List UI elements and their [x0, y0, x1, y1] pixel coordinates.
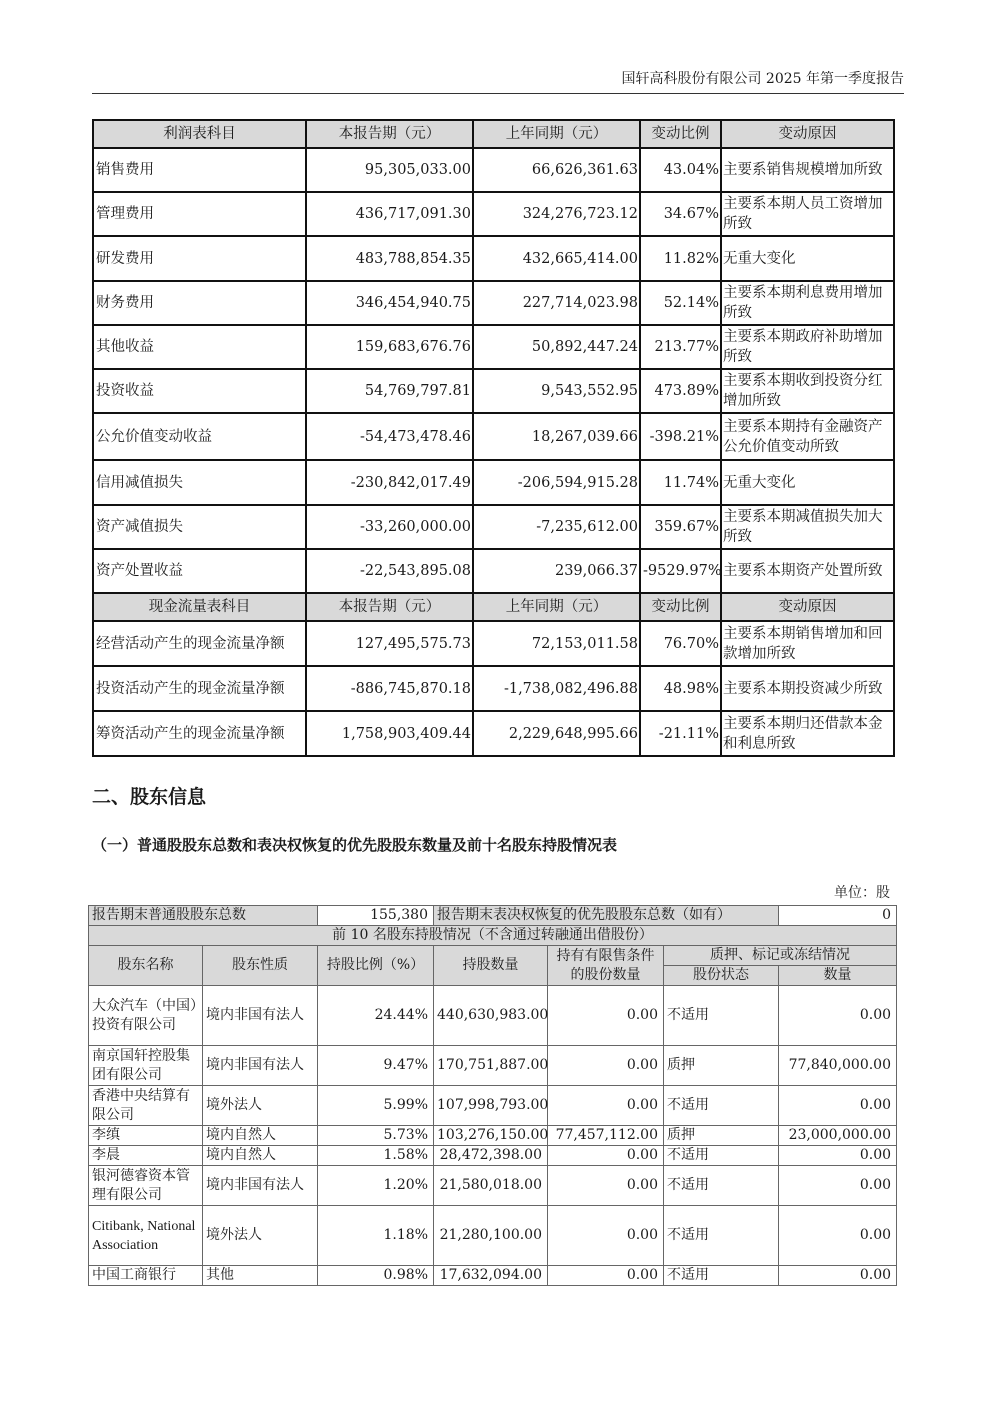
item-cell: 资产处置收益 [93, 549, 306, 593]
share-count: 21,280,100.00 [434, 1206, 548, 1266]
current-cell: -886,745,870.18 [306, 666, 473, 711]
change-cell: 76.70% [640, 621, 721, 666]
profit-row [93, 281, 894, 325]
prior-cell: 2,229,648,995.66 [473, 711, 640, 756]
current-cell: -230,842,017.49 [306, 460, 473, 505]
preferred-value: 0 [779, 906, 897, 926]
item-cell: 信用减值损失 [93, 460, 306, 505]
unit-label: 单位：股 [834, 885, 890, 901]
shareholding-ratio: 5.73% [318, 1126, 434, 1146]
profit-row [93, 148, 894, 192]
shareholder-nature: 境内自然人 [203, 1146, 318, 1166]
prior-cell: -7,235,612.00 [473, 505, 640, 549]
prior-cell: 227,714,023.98 [473, 281, 640, 325]
total-label: 报告期末普通股股东总数 [89, 906, 318, 926]
share-count: 107,998,793.00 [434, 1086, 548, 1126]
current-cell: 54,769,797.81 [306, 369, 473, 413]
shareholder-nature: 境内非国有法人 [203, 1046, 318, 1086]
restricted-shares: 0.00 [548, 1266, 664, 1286]
change-cell: 34.67% [640, 192, 721, 236]
item-cell: 资产减值损失 [93, 505, 306, 549]
profit-header-row [93, 120, 894, 148]
header-cell: 变动原因 [721, 593, 894, 621]
header-cell: 上年同期（元） [473, 120, 640, 148]
share-count: 440,630,983.00 [434, 986, 548, 1046]
current-cell: 95,305,033.00 [306, 148, 473, 192]
header-pledge-qty: 数量 [779, 966, 897, 986]
share-count: 17,632,094.00 [434, 1266, 548, 1286]
reason-cell: 无重大变化 [721, 236, 894, 281]
pledge-status: 质押 [664, 1046, 779, 1086]
header-cell: 变动比例 [640, 120, 721, 148]
change-cell: -21.11% [640, 711, 721, 756]
header-name: 股东名称 [89, 946, 203, 986]
pledge-status: 不适用 [664, 1206, 779, 1266]
change-cell: 359.67% [640, 505, 721, 549]
prior-cell: 432,665,414.00 [473, 236, 640, 281]
pledge-quantity: 0.00 [779, 1266, 897, 1286]
item-cell: 其他收益 [93, 325, 306, 369]
shareholder-name: 大众汽车（中国）投资有限公司 [89, 986, 203, 1046]
shareholder-row [89, 1126, 897, 1146]
item-cell: 销售费用 [93, 148, 306, 192]
header-restricted: 持有有限售条件的股份数量 [548, 946, 664, 986]
cashflow-row [93, 666, 894, 711]
shareholding-ratio: 0.98% [318, 1266, 434, 1286]
prior-cell: 50,892,447.24 [473, 325, 640, 369]
header-cell: 利润表科目 [93, 120, 306, 148]
item-cell: 经营活动产生的现金流量净额 [93, 621, 306, 666]
pledge-status: 不适用 [664, 1146, 779, 1166]
header-cell: 变动比例 [640, 593, 721, 621]
change-cell: 43.04% [640, 148, 721, 192]
share-count: 170,751,887.00 [434, 1046, 548, 1086]
header-cell: 现金流量表科目 [93, 593, 306, 621]
shareholder-row [89, 1086, 897, 1126]
cashflow-header-row [93, 593, 894, 621]
shareholder-row [89, 1146, 897, 1166]
restricted-shares: 0.00 [548, 1046, 664, 1086]
reason-cell: 主要系本期利息费用增加所致 [721, 281, 894, 325]
shareholder-nature: 境内非国有法人 [203, 986, 318, 1046]
section-title: 二、股东信息 [92, 786, 207, 808]
page-header: 国轩高科股份有限公司 2025 年第一季度报告 [92, 68, 904, 94]
restricted-shares: 77,457,112.00 [548, 1126, 664, 1146]
shareholder-nature: 境外法人 [203, 1206, 318, 1266]
prior-cell: 66,626,361.63 [473, 148, 640, 192]
pledge-status: 不适用 [664, 1166, 779, 1206]
change-cell: 52.14% [640, 281, 721, 325]
item-cell: 财务费用 [93, 281, 306, 325]
top10-caption: 前 10 名股东持股情况（不含通过转融通出借股份） [89, 926, 897, 946]
shareholding-ratio: 1.58% [318, 1146, 434, 1166]
reason-cell: 主要系本期持有金融资产公允价值变动所致 [721, 413, 894, 460]
total-row [89, 906, 897, 926]
shareholder-row [89, 1166, 897, 1206]
reason-cell: 主要系本期归还借款本金和利息所致 [721, 711, 894, 756]
header-shares: 持股数量 [434, 946, 548, 986]
shareholding-ratio: 1.20% [318, 1166, 434, 1206]
item-cell: 公允价值变动收益 [93, 413, 306, 460]
pledge-quantity: 0.00 [779, 1166, 897, 1206]
prior-cell: 239,066.37 [473, 549, 640, 593]
current-cell: 483,788,854.35 [306, 236, 473, 281]
total-value: 155,380 [318, 906, 434, 926]
pledge-status: 质押 [664, 1126, 779, 1146]
header-cell: 本报告期（元） [306, 593, 473, 621]
shareholder-row [89, 1046, 897, 1086]
pledge-status: 不适用 [664, 1086, 779, 1126]
header-pledge-status: 股份状态 [664, 966, 779, 986]
current-cell: -33,260,000.00 [306, 505, 473, 549]
share-count: 28,472,398.00 [434, 1146, 548, 1166]
change-cell: 11.74% [640, 460, 721, 505]
shareholder-row [89, 1266, 897, 1286]
prior-cell: -1,738,082,496.88 [473, 666, 640, 711]
item-cell: 投资收益 [93, 369, 306, 413]
current-cell: -22,543,895.08 [306, 549, 473, 593]
profit-row [93, 413, 894, 460]
pledge-quantity: 77,840,000.00 [779, 1046, 897, 1086]
reason-cell: 主要系本期销售增加和回款增加所致 [721, 621, 894, 666]
current-cell: 436,717,091.30 [306, 192, 473, 236]
change-cell: 48.98% [640, 666, 721, 711]
profit-row [93, 505, 894, 549]
current-cell: 127,495,575.73 [306, 621, 473, 666]
header-cell: 上年同期（元） [473, 593, 640, 621]
prior-cell: 9,543,552.95 [473, 369, 640, 413]
share-count: 103,276,150.00 [434, 1126, 548, 1146]
profit-row [93, 236, 894, 281]
pledge-quantity: 0.00 [779, 1146, 897, 1166]
pledge-status: 不适用 [664, 1266, 779, 1286]
item-cell: 投资活动产生的现金流量净额 [93, 666, 306, 711]
reason-cell: 主要系本期减值损失加大所致 [721, 505, 894, 549]
shareholder-nature: 境外法人 [203, 1086, 318, 1126]
shareholder-nature: 境内自然人 [203, 1126, 318, 1146]
change-cell: -9529.97% [640, 549, 721, 593]
reason-cell: 无重大变化 [721, 460, 894, 505]
shareholder-nature: 其他 [203, 1266, 318, 1286]
profit-row [93, 325, 894, 369]
change-cell: 11.82% [640, 236, 721, 281]
shareholder-name: Citibank, National Association [89, 1206, 203, 1266]
shareholder-name: 中国工商银行 [89, 1266, 203, 1286]
prior-cell: 18,267,039.66 [473, 413, 640, 460]
profit-row [93, 192, 894, 236]
current-cell: 159,683,676.76 [306, 325, 473, 369]
pledge-status: 不适用 [664, 986, 779, 1046]
shareholder-row [89, 1206, 897, 1266]
shareholding-ratio: 9.47% [318, 1046, 434, 1086]
header-cell: 变动原因 [721, 120, 894, 148]
restricted-shares: 0.00 [548, 1086, 664, 1126]
change-cell: 213.77% [640, 325, 721, 369]
pledge-quantity: 23,000,000.00 [779, 1126, 897, 1146]
header-nature: 股东性质 [203, 946, 318, 986]
reason-cell: 主要系销售规模增加所致 [721, 148, 894, 192]
cashflow-row [93, 621, 894, 666]
pledge-quantity: 0.00 [779, 986, 897, 1046]
item-cell: 筹资活动产生的现金流量净额 [93, 711, 306, 756]
shareholder-name: 银河德睿资本管理有限公司 [89, 1166, 203, 1206]
restricted-shares: 0.00 [548, 1166, 664, 1206]
profit-cashflow-table [92, 119, 895, 757]
shareholder-name: 李晨 [89, 1146, 203, 1166]
shareholding-ratio: 1.18% [318, 1206, 434, 1266]
section-subtitle: （一）普通股股东总数和表决权恢复的优先股股东数量及前十名股东持股情况表 [92, 836, 618, 854]
preferred-label: 报告期末表决权恢复的优先股股东总数（如有） [434, 906, 779, 926]
restricted-shares: 0.00 [548, 1206, 664, 1266]
change-cell: -398.21% [640, 413, 721, 460]
pledge-quantity: 0.00 [779, 1086, 897, 1126]
shareholder-nature: 境内非国有法人 [203, 1166, 318, 1206]
reason-cell: 主要系本期投资减少所致 [721, 666, 894, 711]
profit-row [93, 369, 894, 413]
item-cell: 管理费用 [93, 192, 306, 236]
cashflow-row [93, 711, 894, 756]
header-ratio: 持股比例（%） [318, 946, 434, 986]
header-pledge-group: 质押、标记或冻结情况 [664, 946, 897, 966]
reason-cell: 主要系本期人员工资增加所致 [721, 192, 894, 236]
prior-cell: 72,153,011.58 [473, 621, 640, 666]
profit-row [93, 460, 894, 505]
pledge-quantity: 0.00 [779, 1206, 897, 1266]
restricted-shares: 0.00 [548, 986, 664, 1046]
item-cell: 研发费用 [93, 236, 306, 281]
shareholder-table [88, 905, 897, 1286]
change-cell: 473.89% [640, 369, 721, 413]
reason-cell: 主要系本期收到投资分红增加所致 [721, 369, 894, 413]
caption-row [89, 926, 897, 946]
current-cell: 1,758,903,409.44 [306, 711, 473, 756]
header-cell: 本报告期（元） [306, 120, 473, 148]
restricted-shares: 0.00 [548, 1146, 664, 1166]
shareholding-ratio: 5.99% [318, 1086, 434, 1126]
shareholder-name: 南京国轩控股集团有限公司 [89, 1046, 203, 1086]
prior-cell: 324,276,723.12 [473, 192, 640, 236]
shareholder-name: 李缜 [89, 1126, 203, 1146]
profit-row [93, 549, 894, 593]
shareholder-row [89, 986, 897, 1046]
shareholder-name: 香港中央结算有限公司 [89, 1086, 203, 1126]
shareholding-ratio: 24.44% [318, 986, 434, 1046]
reason-cell: 主要系本期政府补助增加所致 [721, 325, 894, 369]
reason-cell: 主要系本期资产处置所致 [721, 549, 894, 593]
prior-cell: -206,594,915.28 [473, 460, 640, 505]
current-cell: 346,454,940.75 [306, 281, 473, 325]
header-row-1 [89, 946, 897, 966]
current-cell: -54,473,478.46 [306, 413, 473, 460]
share-count: 21,580,018.00 [434, 1166, 548, 1206]
